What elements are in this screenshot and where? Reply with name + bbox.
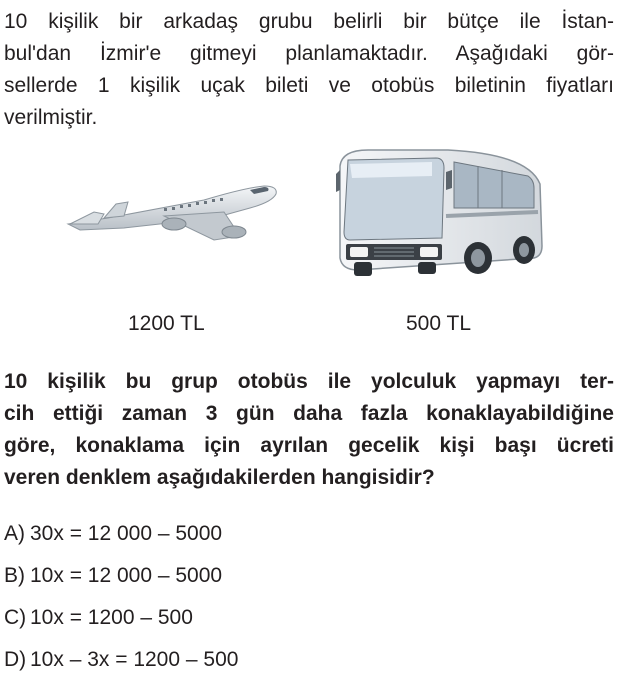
question-line: 10 kişilik bu grup otobüs ile yolculuk yapmayı ter- <box>4 370 614 393</box>
question-line: göre, konaklama için ayrılan gecelik kişi başı ücreti <box>4 434 614 457</box>
option-b[interactable] <box>4 560 238 602</box>
intro-text <box>4 6 614 134</box>
option-letter: B) <box>4 564 25 587</box>
option-letter: D) <box>4 648 27 671</box>
airplane-icon <box>64 178 280 254</box>
option-a[interactable] <box>4 518 238 560</box>
intro-line: sellerde 1 kişilik uçak bileti ve otobüs biletinin fiyatları <box>4 74 614 97</box>
option-letter: C) <box>4 606 27 629</box>
bus-price: 500 TL <box>406 312 471 335</box>
bus-icon <box>328 146 546 282</box>
option-letter: A) <box>4 522 25 545</box>
option-text: 30x = 12 000 – 5000 <box>30 522 223 545</box>
intro-line: verilmiştir. <box>4 106 98 129</box>
option-text: 10x – 3x = 1200 – 500 <box>30 648 239 671</box>
option-text: 10x = 1200 – 500 <box>30 606 193 629</box>
intro-line: bul'dan İzmir'e gitmeyi planlamaktadır. Aşağıdaki gör- <box>4 42 614 65</box>
option-c[interactable] <box>4 602 238 644</box>
option-d[interactable] <box>4 644 238 686</box>
intro-line: 10 kişilik bir arkadaş grubu belirli bir bütçe ile İstan- <box>4 10 614 33</box>
transport-images <box>0 140 622 340</box>
answer-options <box>4 518 238 686</box>
question-text <box>4 366 614 494</box>
question-line: cih ettiği zaman 3 gün daha fazla konaklayabildiğine <box>4 402 614 425</box>
option-text: 10x = 12 000 – 5000 <box>30 564 223 587</box>
question-line: veren denklem aşağıdakilerden hangisidir? <box>4 466 435 489</box>
plane-price: 1200 TL <box>128 312 205 335</box>
